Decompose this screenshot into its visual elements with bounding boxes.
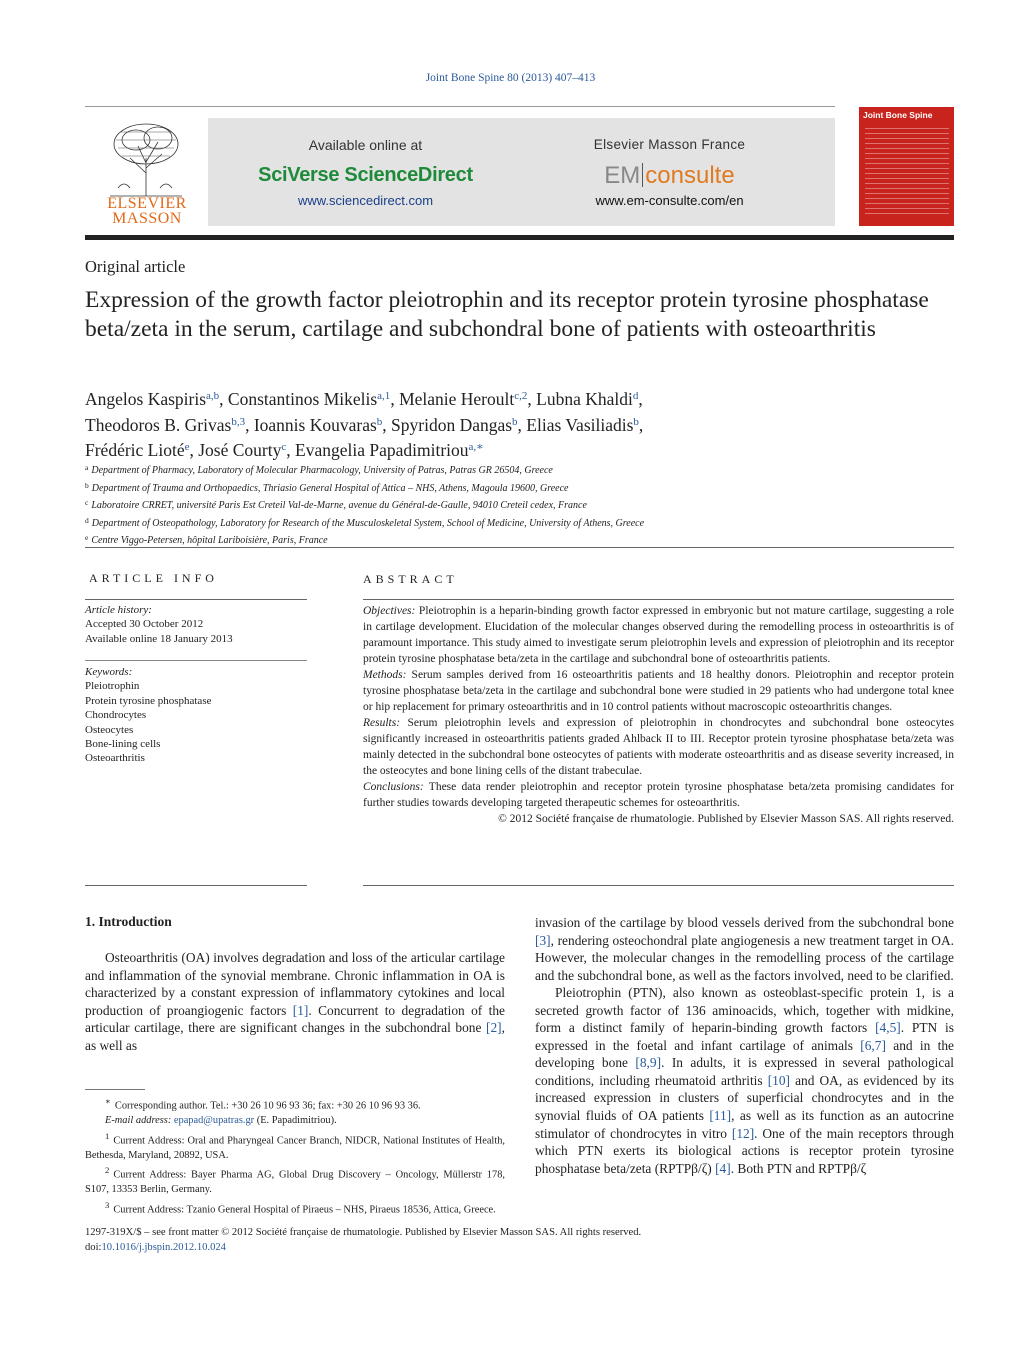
doi-line [85,1240,955,1255]
author-name[interactable]: Angelos Kaspiris [85,389,207,409]
left-column-text [85,949,505,1054]
affiliation-text: Department of Trauma and Orthopaedics, Thriasio General Hospital of Attica – NHS, Athens, Magoula 19600, Greece [91,482,569,494]
footnote-marker: ∗ [105,1096,111,1106]
footnote-text: Current Address: Bayer Pharma AG, Global Drug Discovery – Oncology, Müllerstr 178, S107, 13353 Berlin, Germany. [85,1169,505,1196]
text-run: . Concurrent to degradation of the articular cartilage, there are significant changes in the subchondral bone [85,1002,505,1036]
footnote-rule [85,1089,145,1090]
affiliation [85,479,955,497]
author-affiliation-marker[interactable]: a,∗ [468,441,484,453]
author-affiliation-marker[interactable]: d [632,390,639,402]
footnote-text: (E. Papadimitriou). [254,1115,337,1127]
citation-link[interactable]: [2] [486,1020,502,1036]
article-info-divider [85,599,307,600]
doi-prefix: doi: [85,1242,102,1253]
history-label: Article history: [85,604,152,616]
text-run: . One of the main receptors through which PTN exerts its biological actions is receptor protein tyrosine phosphatase beta/zeta (RPTPβ/ζ) [535,1125,954,1176]
author-name[interactable]: Ioannis Kouvaras [253,414,377,435]
author-name[interactable]: Lubna Khaldi [536,389,633,409]
abstract-body [363,603,954,827]
footnote-marker: 1 [105,1130,110,1141]
footnote-text: Corresponding author. Tel.: +30 26 10 96 93 36; fax: +30 26 10 96 93 36. [114,1100,421,1112]
available-date: Available online 18 January 2013 [85,632,233,645]
section-heading-introduction: 1. Introduction [85,914,172,929]
text-run: . Both PTN and RPTPβ/ζ [730,1160,867,1176]
abstract-section-label: Objectives: [363,605,416,617]
text-run: Osteoarthritis (OA) involves degradation and loss of the articular cartilage and inflammation of the synovial membrane. Chronic inflammation in OA is characterized by a constant expression of inflammatory cytokines and local production of proangiogenic factors [85,950,505,1018]
author-affiliation-marker[interactable]: c,2 [514,390,528,402]
sciencedirect-link[interactable]: www.sciencedirect.com [297,193,434,208]
affiliation-text: Department of Pharmacy, Laboratory of Molecular Pharmacology, University of Patras, Patras GR 26504, Greece [91,465,553,476]
citation-link[interactable]: [4,5] [875,1020,901,1036]
author-name[interactable]: Elias Vasiliadis [526,414,634,435]
affiliation-key: e [85,533,89,542]
keyword: Chondrocytes [85,709,147,722]
abstract-section [363,667,954,715]
affiliation-text: Department of Osteopathology, Laboratory for Research of the Musculoskeletal System, School of Medicine, University of Athens, Greece [91,517,645,529]
citation-link[interactable]: [11] [709,1108,732,1124]
footnote [85,1198,505,1218]
affiliation-text: Laboratoire CRRET, université Paris Est Creteil Val-de-Marne, avenue du Général-de-Gaulle, 94010 Creteil cedex, France [91,500,587,511]
abstract-divider [363,599,954,600]
keywords-block [85,665,307,766]
abstract-section-text: Pleiotrophin is a heparin-binding growth factor expressed in embryonic but not mature cartilage, suggesting a role in cartilage development. Elucidation of the molecular changes observed during the remodelling process in osteoarthritis is of paramount importance. This study aimed to investigate serum pleiotrophin levels and expression of pleiotrophin and its receptor protein tyrosine phosphatase beta/zeta in the cartilage and subchondral bone of osteoarthritis patients. [363,605,954,665]
text-run: , as well as its function as an autocrine stimulator of chondrocytes in vitro [535,1108,954,1141]
author-affiliation-marker[interactable]: b [376,415,383,428]
abstract-section [363,779,954,811]
author-name[interactable]: Frédéric Lioté [85,440,185,460]
author-affiliation-marker[interactable]: b [633,415,639,428]
affiliation-list [85,461,955,549]
abstract-heading: ABSTRACT [363,572,458,586]
text-run: invasion of the cartilage by blood vessels derived from the subchondral bone [535,915,954,930]
footnote [85,1129,505,1164]
em-consulte-link[interactable]: www.em-consulte.com/en [595,193,744,208]
text-run: . PTN is expressed in the foetal and infant cartilage of animals [535,1020,954,1053]
header-thick-rule [85,235,954,240]
article-info-heading: ARTICLE INFO [89,571,218,585]
abstract-section-label: Methods: [363,669,407,681]
paragraph [535,984,954,1177]
text-run: and OA, as evidenced by its increased expression in clusters of superficial chondrocytes and in the synovial fluids of OA patients [535,1072,954,1124]
author-affiliation-marker[interactable]: a,1 [377,390,391,402]
footnote-label: E-mail address: [105,1115,174,1127]
keyword-list [85,679,307,765]
abstract-section-label: Conclusions: [363,781,424,793]
page-footer [85,1225,955,1255]
article-info-bottom-rule [85,885,307,886]
author-name[interactable]: Constantinos Mikelis [227,389,378,409]
citation-link[interactable]: [12] [731,1125,755,1141]
available-online-label: Available online at [308,137,423,153]
author-name[interactable]: José Courty [198,440,282,460]
affiliation-key: a [85,463,89,472]
author-affiliation-marker[interactable]: e [184,441,190,453]
paragraph [535,914,954,984]
abstract-section-text: These data render pleiotrophin and receptor protein tyrosine phosphatase beta/zeta promising candidates for further studies towards developing targeted therapeutic schemes for osteoarthritis. [363,781,954,809]
article-title: Expression of the growth factor pleiotrophin and its receptor protein tyrosine phosphatase beta/zeta in the serum, cartilage and subchondral bone of patients with osteoarthritis [85,287,929,342]
abstract-section-text: Serum samples derived from 16 osteoarthritis patients and 18 healthy donors. Pleiotrophin and receptor protein tyrosine phosphatase beta/zeta in the cartilage and subchondral bone were studied in 29 patients who had undergone total knee or hip replacement for primary osteoarthritis and in 10 control patients without macroscopic osteoarthritis changes. [363,669,955,713]
text-run: and in the developing bone [535,1037,954,1071]
footnote-text: Current Address: Tzanio General Hospital of Piraeus – NHS, Piraeus 18536, Attica, Greece. [113,1204,496,1216]
affiliation-key: c [85,498,89,507]
affiliation-text: Centre Viggo-Petersen, hôpital Lariboisière, Paris, France [91,535,328,546]
affiliation-key: b [85,480,89,490]
paragraph [85,949,505,1054]
article-history [85,603,307,646]
article-type: Original article [85,257,186,276]
footnote-text: Current Address: Oral and Pharyngeal Cancer Branch, NIDCR, National Institutes of Health, Bethesda, Maryland, 20892, USA. [85,1135,505,1161]
journal-reference[interactable]: Joint Bone Spine 80 (2013) 407–413 [425,72,596,84]
citation-link[interactable]: [10] [767,1072,790,1088]
issn-line: 1297-319X/$ – see front matter © 2012 Société française de rhumatologie. Published by Elsevier Masson SAS. All rights reserved. [85,1227,642,1238]
header-divider [85,106,835,107]
citation-link[interactable]: [3] [535,932,551,948]
author-affiliation-marker[interactable]: c [281,441,287,453]
cover-title: Joint Bone Spine [863,110,933,120]
citation-link[interactable]: [6,7] [860,1037,886,1053]
affiliation [85,531,955,549]
keyword: Bone-lining cells [85,738,161,751]
footnotes [85,1094,505,1218]
email-link[interactable]: epapad@upatras.gr [173,1115,255,1127]
copyright-line: © 2012 Société française de rhumatologie. Published by Elsevier Masson SAS. All rights reserved. [498,813,954,825]
keywords-divider [85,660,307,661]
footnote [85,1094,505,1114]
elsevier-masson-wordmark: ELSEVIER MASSON [107,195,187,227]
author-affiliation-marker[interactable]: b [512,415,518,428]
abstract-section-text: Serum pleiotrophin levels and expression of pleiotrophin in chondrocytes and subchondral bone osteocytes significantly increased in osteoarthritis patients graded Ahlback II to III. Receptor protein tyrosine phosphatase beta/zeta was mainly detected in the subchondral bone osteocytes of patients with moderate osteoarthritis and as disease severity increased, in the osteocytes and bone lining cells of the distant trabeculae. [363,717,954,777]
doi-link[interactable]: 10.1016/j.jbspin.2012.10.024 [101,1242,226,1253]
elsevier-tree-logo [100,118,192,198]
footnote [85,1163,505,1198]
keyword: Pleiotrophin [85,680,140,693]
footnote [85,1114,505,1129]
author-affiliation-marker[interactable]: a,b [206,390,220,402]
abstract-section-label: Results: [363,717,401,729]
author-affiliation-marker[interactable]: b,3 [231,415,246,428]
keyword: Osteoarthritis [85,752,145,765]
affiliation-key: d [85,515,89,525]
elsevier-masson-france-label: Elsevier Masson France [593,137,746,152]
author-list: Angelos Kaspiris$^{a,b}$, Constantinos Mikelis$^{a,1}$, Melanie Heroult$^{c,2}$, Lubna Khaldi$^d$, Theodoros B. Grivas$^{b,3}$, Ioannis Kouvaras$^b$, Spyridon Dangas$^b$, Elias Vasiliadis$^b$, Frédéric Lioté$^e$, José Courty$^c$, Evangelia Papadimitriou$^{a,∗}$ [85,389,644,460]
keyword: Protein tyrosine phosphatase [85,694,212,707]
keywords-label: Keywords: [85,666,133,678]
affiliation [85,514,955,532]
abstract-section [363,603,954,667]
title-divider [85,547,954,548]
accepted-date: Accepted 30 October 2012 [85,618,204,631]
text-run: , as well as [85,1020,505,1053]
text-run: . In adults, it is expressed in several pathological conditions, including rheumatoid arthritis [535,1055,954,1088]
author-name[interactable]: Theodoros B. Grivas [85,414,232,435]
text-run: Pleiotrophin (PTN), also known as osteoblast-specific protein 1, is a secreted growth factor of 136 aminoacids, which, together with midkine, form a distinct family of heparin-binding growth factors [535,985,954,1036]
author-name[interactable]: Evangelia Papadimitriou [295,440,469,460]
em-consulte-logo[interactable]: EM consulte [604,162,735,189]
author-name[interactable]: Melanie Heroult [399,389,515,409]
keyword: Osteocytes [85,723,134,736]
citation-link[interactable]: [8,9] [635,1055,662,1071]
cover-text-lines [865,128,949,218]
affiliation [85,496,955,514]
sciverse-logo[interactable]: SciVerse ScienceDirect [258,164,473,186]
citation-link[interactable]: [1] [292,1002,309,1018]
citation-link[interactable]: [4] [715,1160,731,1176]
footnote-marker: 2 [105,1165,110,1176]
abstract-bottom-rule [363,885,954,886]
right-column-text [535,914,954,1177]
author-name[interactable]: Spyridon Dangas [391,414,513,435]
footnote-marker: 3 [105,1199,110,1210]
affiliation [85,461,955,479]
abstract-section [363,715,954,779]
text-run: , rendering osteochondral plate angiogenesis a new treatment target in OA. However, the molecular changes in the remodelling process of the cartilage and the subchondral bone, as well as the factors involved, need to be clarified. [535,932,954,983]
